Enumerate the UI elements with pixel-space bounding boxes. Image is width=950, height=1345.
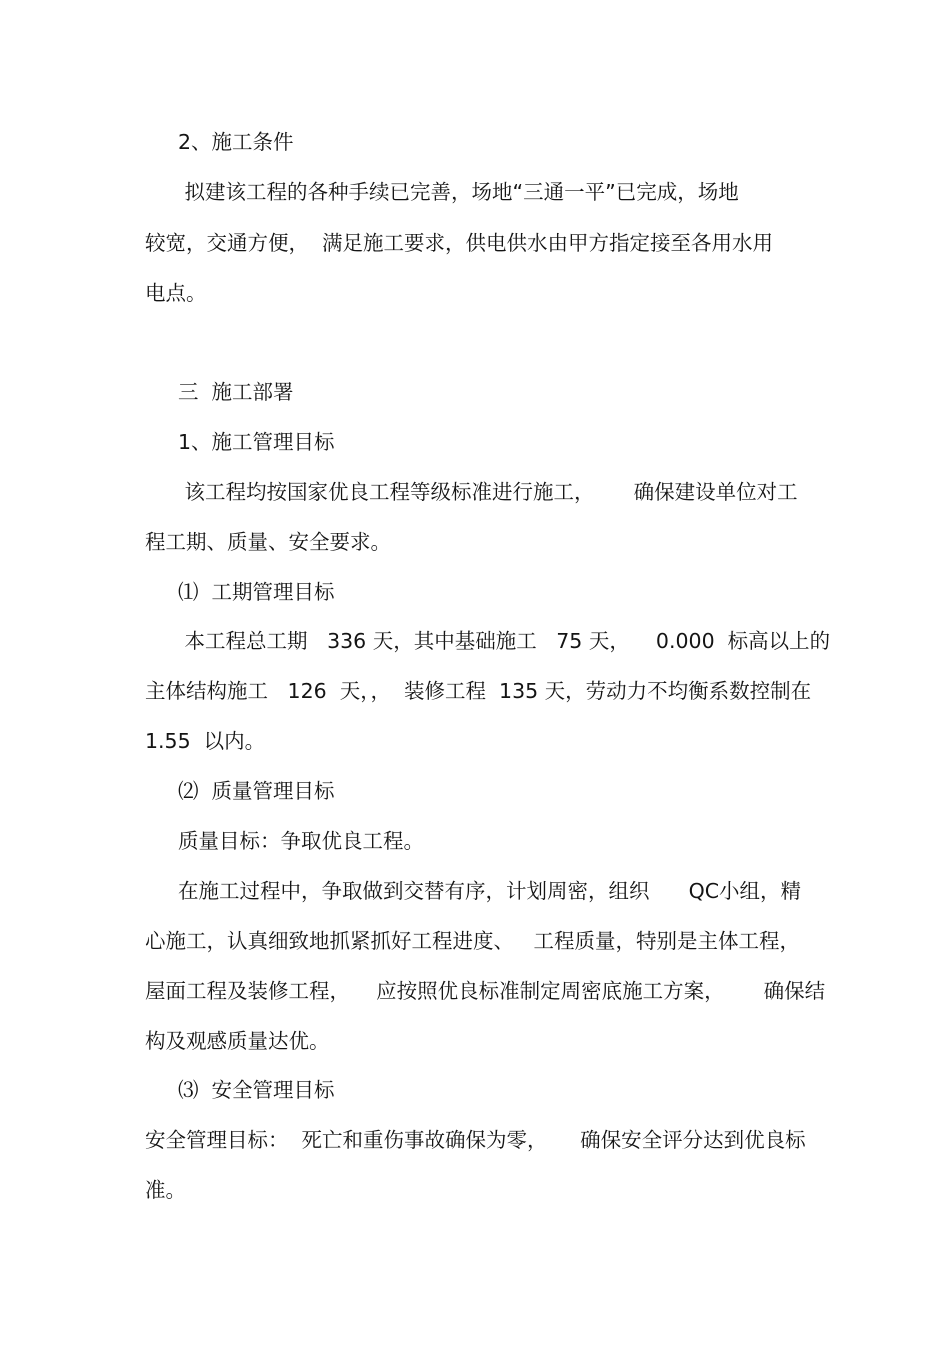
paragraph-line: 拟建该工程的各种手续已完善，场地“三通一平”已完成，场地 bbox=[178, 180, 739, 204]
paragraph-line: 程工期、质量、安全要求。 bbox=[145, 530, 391, 554]
paragraph-line: 较宽，交通方便， 满足施工要求，供电供水由甲方指定接至各用水用 bbox=[145, 231, 774, 255]
subheading-schedule-goals: ⑴ 工期管理目标 bbox=[178, 580, 335, 604]
paragraph-line: 本工程总工期 336 天，其中基础施工 75 天， 0.000 标高以上的 bbox=[178, 629, 831, 653]
subheading-safety-goals: ⑶ 安全管理目标 bbox=[178, 1078, 335, 1102]
paragraph-line: 心施工，认真细致地抓紧抓好工程进度、 工程质量，特别是主体工程， bbox=[145, 929, 801, 953]
section-heading-construction-conditions: 2、施工条件 bbox=[178, 130, 294, 154]
subheading-quality-goals: ⑵ 质量管理目标 bbox=[178, 779, 335, 803]
paragraph-line: 质量目标：争取优良工程。 bbox=[178, 829, 424, 853]
paragraph-line: 在施工过程中，争取做到交替有序，计划周密，组织 QC小组，精 bbox=[178, 879, 802, 903]
section-heading-management-goals: 1、施工管理目标 bbox=[178, 430, 335, 454]
paragraph-line: 电点。 bbox=[145, 281, 207, 305]
paragraph-line: 1.55 以内。 bbox=[145, 729, 266, 753]
paragraph-line: 屋面工程及装修工程， 应按照优良标准制定周密底施工方案， 确保结 bbox=[145, 979, 826, 1003]
paragraph-line: 安全管理目标： 死亡和重伤事故确保为零， 确保安全评分达到优良标 bbox=[145, 1128, 806, 1152]
paragraph-line: 构及观感质量达优。 bbox=[145, 1029, 330, 1053]
paragraph-line: 该工程均按国家优良工程等级标准进行施工， 确保建设单位对工 bbox=[178, 480, 798, 504]
paragraph-line: 主体结构施工 126 天，， 装修工程 135 天，劳动力不均衡系数控制在 bbox=[145, 679, 812, 703]
paragraph-line: 准。 bbox=[145, 1178, 186, 1202]
chapter-heading-construction-deployment: 三 施工部署 bbox=[178, 380, 294, 404]
